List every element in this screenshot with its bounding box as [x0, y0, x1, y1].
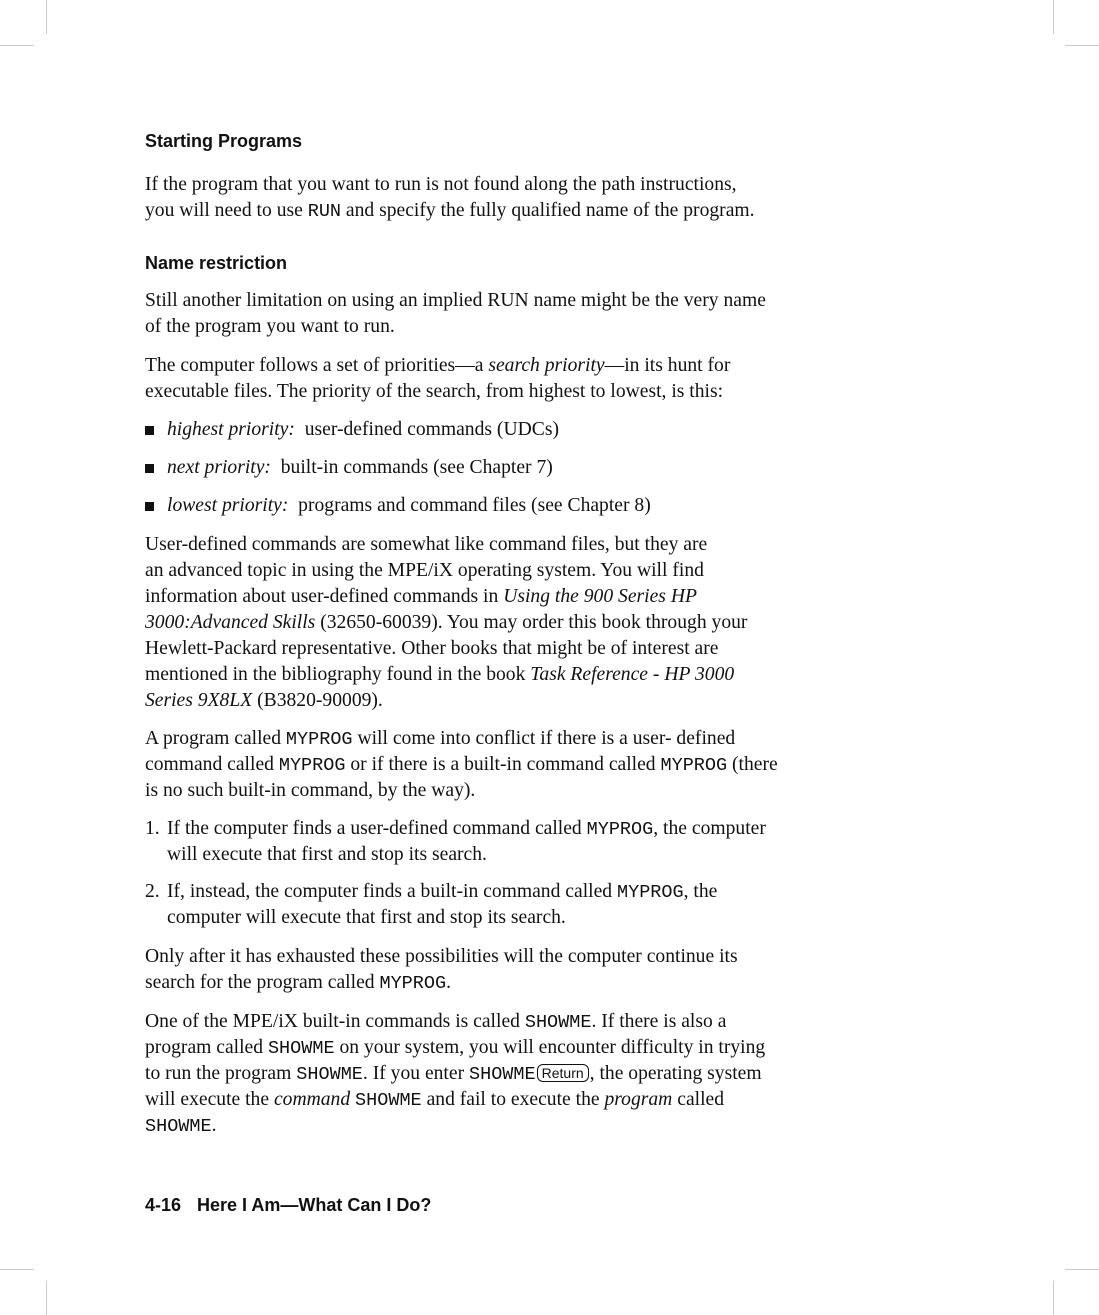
- code-text: MYPROG: [586, 819, 654, 840]
- text-line: [145, 1061, 765, 1087]
- text-line: [145, 1035, 765, 1061]
- text-line: [145, 879, 717, 905]
- text-line: [145, 688, 747, 714]
- text: Still another limitation on using an implied RUN name might be the very name: [145, 290, 766, 311]
- text-line: [145, 417, 559, 443]
- paragraph: [145, 353, 730, 405]
- italic-text: program: [604, 1089, 673, 1110]
- text: you will need to use: [145, 200, 308, 221]
- page-footer: [145, 1195, 431, 1216]
- italic-text: search priority: [488, 355, 605, 376]
- crop-mark: [1053, 0, 1054, 34]
- text: program called: [145, 1037, 268, 1058]
- crop-mark: [1065, 45, 1099, 46]
- code-text: MYPROG: [285, 729, 353, 750]
- crop-mark: [1065, 1269, 1099, 1270]
- text: (32650-60039). You may order this book through your: [315, 612, 748, 633]
- text: (B3820-90009).: [252, 690, 383, 711]
- text: computer will execute that first and stop its search.: [167, 907, 566, 928]
- text: . If you enter: [362, 1063, 469, 1084]
- item-number: 1.: [145, 818, 160, 839]
- italic-text: Series 9X8LX: [145, 690, 253, 711]
- bullet-item: [145, 455, 553, 481]
- crop-mark: [46, 0, 47, 34]
- italic-text: Task Reference - HP 3000: [530, 664, 735, 685]
- italic-text: highest priority:: [167, 419, 295, 440]
- text: The computer follows a set of priorities—a: [145, 355, 489, 376]
- text-line: [145, 944, 738, 970]
- bullet-icon: [145, 502, 154, 511]
- text: Starting Programs: [145, 131, 303, 151]
- text: programs and command files (see Chapter 8): [288, 495, 651, 516]
- text: Only after it has exhausted these possibilities will the computer continue its: [145, 946, 738, 967]
- text-line: [145, 752, 778, 778]
- section-heading: [145, 128, 302, 154]
- code-text: SHOWME: [145, 1116, 212, 1137]
- paragraph: [145, 1009, 765, 1139]
- text: One of the MPE/iX built-in commands is called: [145, 1011, 525, 1032]
- text-line: [145, 842, 766, 868]
- text: to run the program: [145, 1063, 297, 1084]
- text: information about user-defined commands in: [145, 586, 504, 607]
- text-line: [145, 610, 747, 636]
- text-line: [145, 1009, 765, 1035]
- bullet-icon: [145, 464, 154, 473]
- bullet-icon: [145, 426, 154, 435]
- text: .: [446, 972, 451, 993]
- italic-text: lowest priority:: [167, 495, 289, 516]
- text: A program called: [145, 728, 286, 749]
- text: , the: [683, 881, 718, 902]
- text: or if there is a built-in command called: [345, 754, 661, 775]
- text-line: [145, 636, 747, 662]
- crop-mark: [46, 1281, 47, 1315]
- text: mentioned in the bibliography found in the book: [145, 664, 531, 685]
- code-text: SHOWME: [355, 1090, 422, 1111]
- code-text: SHOWME: [267, 1038, 335, 1059]
- text-line: [145, 778, 778, 804]
- text: If, instead, the computer finds a built-in command called: [167, 881, 617, 902]
- paragraph: [145, 288, 766, 340]
- text-line: [145, 250, 287, 276]
- text: will execute the: [145, 1089, 274, 1110]
- text-line: [145, 288, 766, 314]
- paragraph: [145, 726, 778, 804]
- chapter-title: Here I Am—What Can I Do?: [197, 1195, 432, 1215]
- text: command called: [145, 754, 279, 775]
- text-line: [145, 353, 730, 379]
- crop-mark: [0, 45, 34, 46]
- text-line: [145, 314, 766, 340]
- text: on your system, you will encounter difficulty in trying: [334, 1037, 766, 1058]
- text: If the computer finds a user-defined command called: [167, 818, 587, 839]
- numbered-item: [145, 879, 717, 931]
- text-line: [145, 1113, 765, 1139]
- text: is no such built-in command, by the way).: [145, 780, 476, 801]
- return-key-cap: Return: [537, 1064, 589, 1082]
- text: and specify the fully qualified name of the program.: [341, 200, 755, 221]
- page-number: 4-16: [145, 1195, 182, 1215]
- text-line: [145, 172, 755, 198]
- text-line: [145, 970, 738, 996]
- code-text: SHOWME: [469, 1064, 536, 1085]
- text: of the program you want to run.: [145, 316, 395, 337]
- text: executable files. The priority of the search, from highest to lowest, is this:: [145, 381, 724, 402]
- code-text: MYPROG: [379, 973, 447, 994]
- code-text: RUN: [307, 201, 342, 222]
- text-line: [145, 584, 747, 610]
- text-line: [145, 662, 747, 688]
- text-line: [145, 726, 778, 752]
- text: called: [672, 1089, 725, 1110]
- italic-text: 3000:Advanced Skills: [145, 612, 316, 633]
- text: Name restriction: [145, 253, 288, 273]
- text-line: [145, 816, 766, 842]
- text: Hewlett-Packard representative. Other books that might be of interest are: [145, 638, 719, 659]
- text: search for the program called: [145, 972, 380, 993]
- text: If the program that you want to run is not found along the path instructions,: [145, 174, 737, 195]
- crop-mark: [0, 1269, 34, 1270]
- bullet-item: [145, 417, 559, 443]
- text-line: [145, 379, 730, 405]
- text: an advanced topic in using the MPE/iX operating system. You will find: [145, 560, 704, 581]
- text: , the operating system: [589, 1063, 762, 1084]
- text: (there: [727, 754, 778, 775]
- text: .: [211, 1115, 217, 1136]
- italic-text: command: [273, 1089, 351, 1110]
- text: will execute that first and stop its search.: [167, 844, 487, 865]
- crop-mark: [1053, 1281, 1054, 1315]
- italic-text: Using the 900 Series HP: [503, 586, 697, 607]
- text: and fail to execute the: [421, 1089, 605, 1110]
- code-text: MYPROG: [616, 882, 684, 903]
- bullet-item: [145, 493, 651, 519]
- text-line: [145, 532, 747, 558]
- code-text: MYPROG: [278, 755, 346, 776]
- paragraph: [145, 944, 738, 996]
- italic-text: next priority:: [167, 457, 271, 478]
- text: —in its hunt for: [604, 355, 731, 376]
- text-line: [145, 905, 717, 931]
- code-text: MYPROG: [660, 755, 728, 776]
- text: will come into conflict if there is a user- defined: [352, 728, 736, 749]
- text-line: [145, 128, 302, 154]
- text: . If there is also a: [591, 1011, 727, 1032]
- text-line: [145, 455, 553, 481]
- text: User-defined commands are somewhat like command files, but they are: [145, 534, 708, 555]
- item-number: 2.: [145, 881, 160, 902]
- paragraph: [145, 532, 747, 714]
- numbered-item: [145, 816, 766, 868]
- text-line: [145, 558, 747, 584]
- code-text: SHOWME: [524, 1012, 592, 1033]
- text-line: [145, 1087, 765, 1113]
- text-line: [145, 198, 755, 224]
- code-text: SHOWME: [296, 1064, 363, 1085]
- text: user-defined commands (UDCs): [294, 419, 559, 440]
- text: built-in commands (see Chapter 7): [270, 457, 553, 478]
- text: , the computer: [653, 818, 766, 839]
- paragraph: [145, 172, 755, 224]
- section-heading: [145, 250, 287, 276]
- text-line: [145, 493, 651, 519]
